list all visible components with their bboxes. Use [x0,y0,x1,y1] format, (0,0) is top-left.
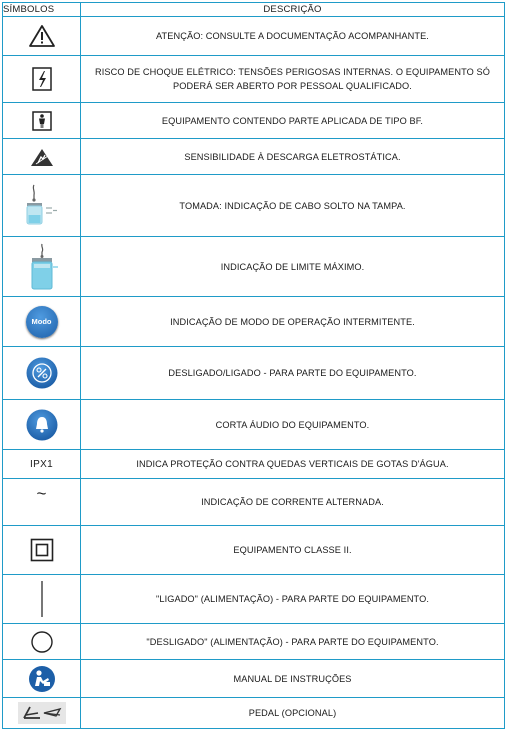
row-description: SENSIBILIDADE À DESCARGA ELETROSTÁTICA. [81,139,505,175]
on-off-button-icon [25,356,59,390]
table-row [3,660,505,698]
row-description: INDICAÇÃO DE LIMITE MÁXIMO. [81,237,505,297]
class-ii-icon [30,538,54,562]
type-bf-applied-part-icon [31,110,53,132]
table-row [3,526,505,575]
table-row [3,450,505,479]
mute-audio-button-icon [25,408,59,442]
table-row [3,237,505,297]
ipx1-text: IPX1 [3,450,81,479]
row-description: TOMADA: INDICAÇÃO DE CABO SOLTO NA TAMPA. [81,175,505,237]
row-description: EQUIPAMENTO CONTENDO PARTE APLICADA DE TIPO BF. [81,103,505,139]
table-row [3,400,505,450]
mode-icon-label: Modo [31,317,52,326]
row-description: RISCO DE CHOQUE ELÉTRICO: TENSÕES PERIGOSAS INTERNAS. O EQUIPAMENTO SÓ PODERÁ SER ABERTO POR PESSOAL QUALIFICADO. [81,56,505,103]
row-description: INDICAÇÃO DE MODO DE OPERAÇÃO INTERMITENTE. [81,297,505,347]
esd-sensitive-icon [29,146,55,168]
table-row [3,698,505,729]
header-description: DESCRIÇÃO [81,3,505,17]
row-description: INDICAÇÃO DE CORRENTE ALTERNADA. [81,479,505,526]
row-description: MANUAL DE INSTRUÇÕES [81,660,505,698]
table-row [3,575,505,624]
table-row [3,624,505,660]
table-row [3,103,505,139]
power-off-circle-icon [30,630,54,654]
row-description: ATENÇÃO: CONSULTE A DOCUMENTAÇÃO ACOMPANHANTE. [81,17,505,56]
instruction-manual-icon [28,665,56,693]
alternating-current-icon: ~ [36,484,47,503]
table-row [3,17,505,56]
table-row [3,175,505,237]
warning-triangle-icon [28,24,56,48]
table-row [3,56,505,103]
table-row [3,347,505,400]
pedal-icon [18,702,66,724]
row-description: CORTA ÁUDIO DO EQUIPAMENTO. [81,400,505,450]
row-description: EQUIPAMENTO CLASSE II. [81,526,505,575]
table-row [3,139,505,175]
row-description: DESLIGADO/LIGADO - PARA PARTE DO EQUIPAMENTO. [81,347,505,400]
row-description: PEDAL (OPCIONAL) [81,698,505,729]
table-row [3,479,505,526]
row-description: "DESLIGADO" (ALIMENTAÇÃO) - PARA PARTE DO EQUIPAMENTO. [81,624,505,660]
electric-shock-icon [31,66,53,92]
loose-cable-icon [22,183,62,229]
row-description: INDICA PROTEÇÃO CONTRA QUEDAS VERTICAIS DE GOTAS D'ÁGUA. [81,450,505,479]
table-row [3,297,505,347]
max-level-bottle-icon [22,242,62,292]
power-on-line-icon [39,580,45,618]
mode-button-icon [26,306,58,338]
header-symbols: SÍMBOLOS [3,3,81,17]
symbols-table [2,2,505,729]
table-header-row [3,3,505,17]
row-description: "LIGADO" (ALIMENTAÇÃO) - PARA PARTE DO EQUIPAMENTO. [81,575,505,624]
